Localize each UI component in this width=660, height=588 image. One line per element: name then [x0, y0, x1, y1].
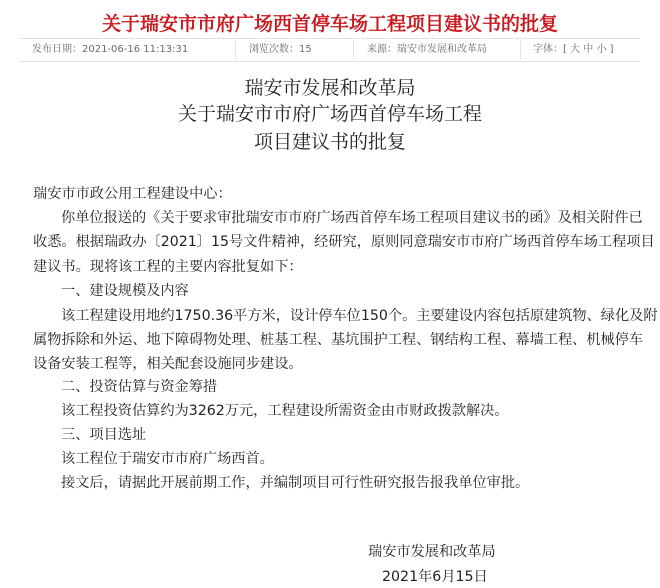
article-meta-bar — [20, 38, 640, 62]
source-label: 来源： — [367, 44, 397, 55]
publish-date — [32, 39, 188, 61]
doc-paragraph-line: 建议书。现将该工程的主要内容批复如下： — [33, 259, 303, 275]
doc-section-heading: 一、建设规模及内容 — [61, 283, 189, 299]
page-title: 关于瑞安市市府广场西首停车场工程项目建议书的批复 — [101, 13, 558, 35]
doc-paragraph-line: 设备安装工程等，相关配套设施同步建设。 — [33, 356, 303, 372]
view-count-label: 浏览次数： — [249, 44, 299, 55]
doc-section-heading: 二、投资估算与资金筹措 — [61, 379, 218, 395]
font-size-switcher — [533, 39, 614, 61]
doc-heading-issuer: 瑞安市发展和改革局 — [244, 77, 416, 99]
meta-divider — [353, 41, 354, 59]
font-size-label: 字体： — [533, 44, 563, 55]
view-count-value: 15 — [299, 44, 312, 55]
doc-paragraph-line: 属物拆除和外运、地下障碍物处理、桩基工程、基坑围护工程、钢结构工程、幕墙工程、机械停车 — [33, 332, 644, 348]
font-size-small-button[interactable]: 小 — [596, 44, 607, 55]
publish-date-value: 2021-06-16 11:13:31 — [82, 44, 189, 55]
doc-paragraph-line: 该工程投资估算约为3262万元，工程建设所需资金由市财政拨款解决。 — [61, 403, 509, 419]
meta-divider — [520, 41, 521, 59]
doc-section-heading: 三、项目选址 — [61, 427, 147, 443]
doc-heading-subject: 关于瑞安市市府广场西首停车场工程 — [177, 103, 482, 125]
doc-paragraph-line: 该工程位于瑞安市市府广场西首。 — [61, 451, 274, 467]
font-size-close-bracket: ] — [609, 44, 614, 55]
source-value: 瑞安市发展和改革局 — [397, 44, 487, 55]
doc-paragraph-line: 接文后，请据此开展前期工作，并编制项目可行性研究报告报我单位审批。 — [61, 475, 530, 491]
doc-addressee: 瑞安市市政公用工程建设中心： — [33, 186, 232, 202]
doc-paragraph-line: 该工程建设用地约1750.36平方米，设计停车位150个。主要建设内容包括原建筑物、绿化及附 — [61, 308, 658, 324]
font-size-open-bracket: [ — [563, 44, 567, 55]
view-count — [249, 39, 312, 61]
font-size-large-button[interactable]: 大 — [570, 44, 581, 55]
doc-paragraph-line: 你单位报送的《关于要求审批瑞安市市府广场西首停车场工程项目建议书的函》及相关附件已 — [61, 210, 643, 226]
doc-date: 2021年6月15日 — [382, 569, 488, 585]
font-size-medium-button[interactable]: 中 — [583, 44, 594, 55]
doc-signature: 瑞安市发展和改革局 — [368, 544, 496, 560]
publish-date-label: 发布日期： — [32, 44, 82, 55]
doc-heading-subject-cont: 项目建议书的批复 — [253, 131, 406, 153]
meta-divider — [235, 41, 236, 59]
article-source — [367, 39, 487, 61]
doc-paragraph-line: 收悉。根据瑞政办〔2021〕15号文件精神，经研究，原则同意瑞安市市府广场西首停车场工程项目 — [33, 234, 655, 250]
